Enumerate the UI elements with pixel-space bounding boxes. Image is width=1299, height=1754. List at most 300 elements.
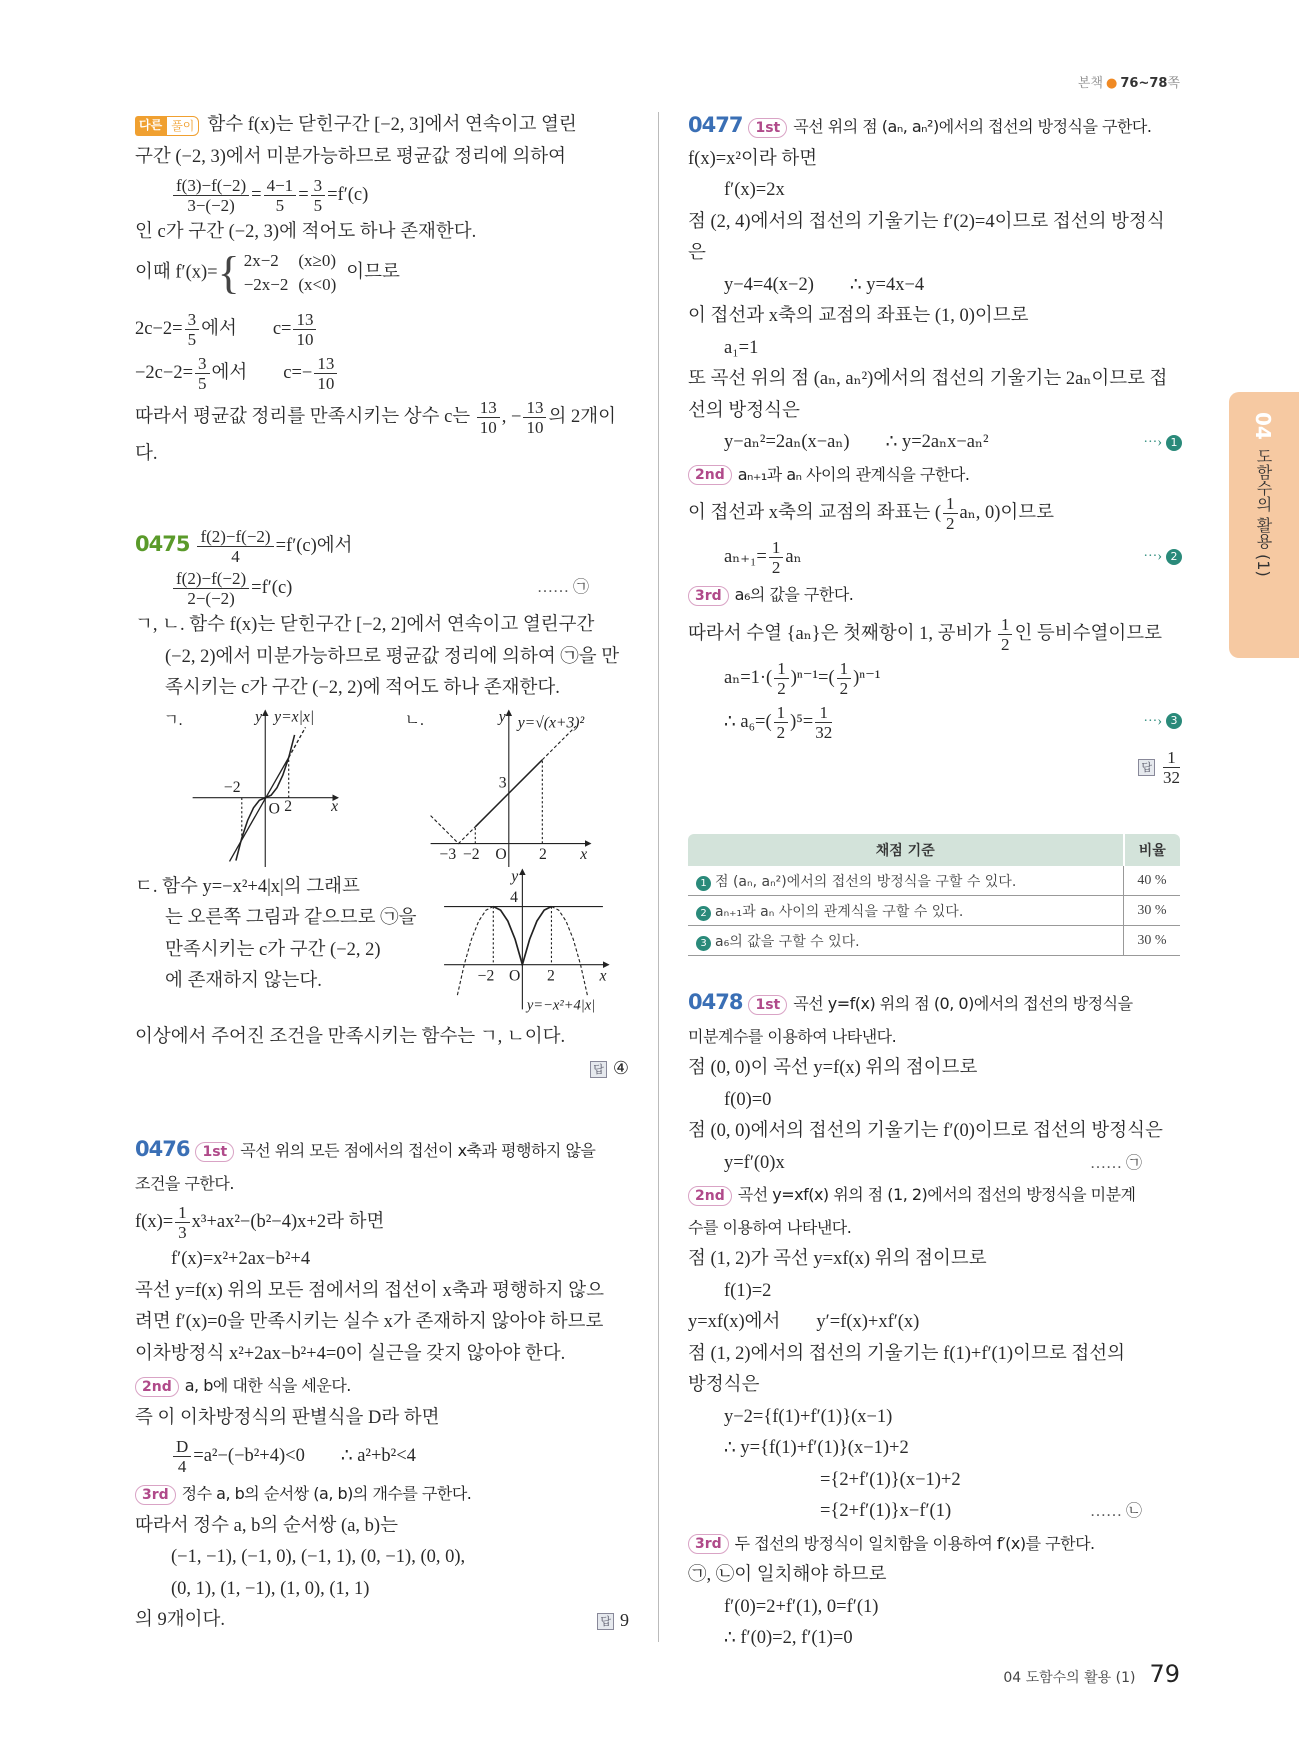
text-line: [135, 1307, 629, 1339]
text-line: [688, 700, 1182, 744]
math-text: c=: [272, 318, 292, 339]
numerator: 1: [774, 703, 789, 723]
criteria-text: a₆의 값을 구할 수 있다.: [715, 933, 860, 950]
graph-b: [431, 708, 591, 866]
math-text: =f′(c): [251, 578, 293, 598]
step-heading: 곡선 y=f(x) 위의 점 (0, 0)에서의 접선의 방정식을: [793, 994, 1133, 1013]
step-heading: 곡선 위의 점 (aₙ, aₙ²)에서의 접선의 방정식을 구한다.: [793, 117, 1152, 136]
text-line: [688, 238, 1182, 270]
problem-number: 0478: [688, 990, 743, 1014]
table-row: [688, 896, 1180, 926]
page-number: 79: [1149, 1660, 1180, 1688]
text-line: [688, 1592, 1182, 1624]
text-line: [135, 246, 629, 307]
graph-pair: [135, 705, 629, 867]
denominator: 2: [776, 722, 786, 742]
text-line: [688, 491, 1182, 535]
step-heading: aₙ₊₁과 aₙ 사이의 관계식을 구한다.: [737, 464, 970, 484]
text-line: [688, 1560, 1182, 1592]
fraction: [477, 398, 500, 437]
fraction: [197, 527, 273, 566]
badge-part: 다른: [135, 116, 166, 136]
math-text: a₁=1: [724, 337, 759, 358]
math-text: y−aₙ²=2aₙ(x−aₙ): [724, 432, 850, 452]
math-text: y=f′(0)x: [724, 1152, 785, 1173]
text-line: [135, 1542, 629, 1574]
text-line: [135, 395, 629, 439]
step-badge: 2nd: [688, 465, 732, 485]
text-line: [688, 427, 1182, 459]
math-text: f(1)=2: [724, 1280, 772, 1301]
page-suffix: 쪽: [1167, 76, 1180, 91]
text-line: [135, 307, 629, 351]
book-label: 본책: [1077, 76, 1104, 91]
math-text: y−4=4(x−2): [724, 274, 814, 295]
origin-label: O: [495, 845, 507, 863]
denominator: 2: [839, 678, 849, 698]
math-text: 려면 f′(x)=0을 만족시키는 실수 x가 존재하지 않아야 하므로: [135, 1312, 604, 1332]
text-line: [688, 459, 1182, 492]
math-text: ∴ a₆=(: [724, 711, 772, 732]
alt-solution: [135, 110, 629, 470]
text-line: [135, 1200, 629, 1244]
text-line: [688, 656, 1182, 700]
math-text: 선의 방정식은: [688, 400, 800, 421]
math-text: )⁵=: [790, 711, 814, 732]
math-text: 에서: [211, 362, 248, 383]
graph-c: [435, 864, 631, 1015]
step-badge: 1st: [748, 118, 787, 138]
text-line: [688, 1021, 1182, 1054]
text-line: [688, 333, 1182, 365]
chapter-number: 04: [1251, 412, 1275, 440]
origin-label: O: [508, 966, 521, 984]
numerator: 1: [1163, 748, 1180, 768]
text-line: [135, 1022, 629, 1054]
fraction: [314, 354, 337, 393]
denominator: 3: [178, 1223, 187, 1243]
math-text: 에서: [201, 318, 237, 339]
numerator: 1: [175, 1203, 190, 1223]
text-line: [688, 175, 1182, 207]
math-text: 점 (0, 0)이 곡선 y=f(x) 위의 점이므로: [688, 1058, 978, 1078]
math-text: 이므로: [346, 261, 400, 282]
step-heading: 수를 이용하여 나타낸다.: [688, 1217, 852, 1237]
x-axis-label: x: [580, 845, 588, 863]
tick-label: −2: [463, 845, 480, 863]
math-text: 곡선 y=f(x) 위의 모든 점에서의 접선이 x축과 평행하지 않으: [135, 1280, 604, 1301]
text-line: [688, 1053, 1182, 1085]
text-line: [688, 396, 1182, 428]
secant-extension: [289, 727, 306, 757]
graph-c-block: [135, 867, 629, 1022]
text-line: [135, 1511, 629, 1543]
step-number-icon: 2: [696, 906, 711, 921]
text-line: [135, 110, 629, 142]
text-line: [688, 1276, 1182, 1308]
math-text: 족시키는 c가 구간 (−2, 2)에 적어도 하나 존재한다.: [165, 678, 560, 698]
ratio: 30 %: [1124, 926, 1181, 956]
problem-0475: [135, 522, 629, 1085]
text-line: [135, 1339, 629, 1371]
tick-label: −2: [223, 778, 241, 796]
curve-dashed: [551, 906, 587, 997]
text-line: [688, 1085, 1182, 1117]
math-text: ={2+f′(1)}(x−1)+2: [820, 1469, 961, 1490]
text-line: [135, 522, 629, 566]
math-text: 점 (1, 2)가 곡선 y=xf(x) 위의 점이므로: [688, 1249, 987, 1269]
text-line: ㄷ. 함수 y=−x²+4|x|의 그래프: [135, 876, 360, 897]
step-badge: 1st: [195, 1142, 234, 1162]
step-badge: 3rd: [688, 1534, 729, 1554]
math-text: 점 (1, 2)에서의 접선의 기울기는 f(1)+f′(1)이므로 접선의: [688, 1343, 1125, 1364]
text-line: [135, 1053, 629, 1085]
step-number-icon: 1: [1166, 435, 1182, 451]
math-text: ={2+f′(1)}x−f′(1): [820, 1501, 952, 1521]
fraction: [523, 398, 546, 437]
criteria-text: aₙ₊₁과 aₙ 사이의 관계식을 구할 수 있다.: [715, 903, 964, 920]
numerator: 3: [311, 176, 326, 196]
text-line: [688, 1528, 1182, 1561]
text-line: [135, 1168, 629, 1201]
math-text: 인 c가 구간 (−2, 3)에 적어도 하나 존재한다.: [135, 222, 477, 242]
step-badge: 3rd: [688, 586, 729, 606]
denominator: 2: [946, 514, 955, 534]
math-text: =: [298, 185, 309, 205]
tick-label: 4: [510, 888, 518, 906]
math-text: (−2, 2)에서 미분가능하므로 평균값 정리에 의하여 ㉠을 만: [165, 646, 620, 667]
problem-0478: [688, 987, 1182, 1655]
numerator: f(2)−f(−2): [173, 569, 249, 589]
math-text: f′(x)=2x: [724, 180, 785, 200]
numerator: 1: [815, 703, 832, 723]
scoring-marker: [1143, 700, 1182, 744]
numerator: 13: [477, 398, 500, 418]
x-axis-label: x: [331, 797, 339, 815]
chapter-title: 도함수의 활용 (1): [1254, 447, 1273, 577]
scoring-table: [688, 834, 1180, 956]
cases-table: [244, 249, 347, 297]
ratio: 40 %: [1124, 866, 1181, 896]
math-text: −2c−2=: [135, 362, 194, 383]
equation-tag: …… ㉡: [1089, 1503, 1142, 1520]
math-text: )ⁿ⁻¹: [853, 667, 881, 688]
step-number-icon: 3: [696, 936, 711, 951]
denominator: 10: [317, 373, 335, 393]
arrow-icon: ···›: [1143, 549, 1162, 564]
arrow-icon: ···›: [1143, 435, 1162, 450]
text-line: [688, 1433, 1182, 1465]
text-line: [135, 1574, 629, 1606]
text-line: 만족시키는 c가 구간 (−2, 2): [165, 939, 381, 960]
step-badge: 2nd: [135, 1377, 179, 1397]
table-row: [688, 926, 1180, 956]
math-text: 2c−2=: [135, 318, 183, 339]
numerator: f(3)−f(−2): [173, 176, 249, 196]
numerator: 1: [998, 615, 1013, 635]
text-line: [135, 142, 629, 174]
math-text: 인 등비수열이므로: [1014, 623, 1163, 644]
math-text: 방정식은: [688, 1375, 760, 1395]
math-text: ㉠, ㉡이 일치해야 하므로: [688, 1565, 887, 1585]
fraction: [769, 538, 784, 577]
scoring-marker: [1143, 427, 1182, 459]
denominator: 4: [177, 1457, 187, 1477]
denominator: 2: [771, 558, 781, 578]
answer-icon: 답: [1138, 759, 1155, 776]
math-text: y′=f(x)+xf′(x): [816, 1312, 920, 1332]
arrow-icon: ···›: [1143, 713, 1162, 729]
tick-label: 2: [284, 797, 293, 815]
text-line: [135, 673, 629, 705]
answer-value: ④: [612, 1058, 629, 1078]
text-line: 는 오른쪽 그림과 같으므로 ㉠을: [165, 908, 417, 928]
denominator: 5: [275, 196, 285, 216]
math-text: 이 접선과 x축의 교점의 좌표는 (1, 0)이므로: [688, 306, 1029, 326]
step-badge: 3rd: [135, 1485, 176, 1505]
equation-tag: …… ㉠: [1089, 1154, 1142, 1172]
text-line: [135, 1605, 629, 1637]
math-text: ∴ f′(0)=2, f′(1)=0: [724, 1628, 853, 1648]
numerator: 3: [185, 310, 200, 330]
step-number-icon: 2: [1166, 549, 1182, 565]
math-text: 따라서 수열 {aₙ}은 첫째항이 1, 공비가: [688, 623, 996, 644]
graph-a: [193, 708, 339, 866]
problem-0476: [135, 1134, 629, 1637]
math-text: ㄱ, ㄴ. 함수 f(x)는 닫힌구간 [−2, 2]에서 연속이고 열린구간: [135, 615, 595, 635]
text-line: [688, 1307, 1182, 1339]
numerator: D: [173, 1437, 191, 1457]
math-text: f(x)=: [135, 1212, 174, 1232]
text-line: [135, 1134, 629, 1168]
fraction: [195, 354, 210, 393]
fraction: [998, 615, 1013, 654]
y-axis-label: y: [511, 867, 519, 885]
denominator: 5: [198, 373, 207, 393]
fraction: [774, 703, 789, 742]
math-text: 이때 f′(x)=: [135, 261, 218, 282]
text-line: [688, 579, 1182, 612]
text-line: [688, 1370, 1182, 1402]
case-cell: 2x−2: [243, 250, 279, 270]
math-text: 또 곡선 위의 점 (aₙ, aₙ²)에서의 접선의 기울기는 2aₙ이므로 접: [688, 369, 1168, 389]
math-text: f(0)=0: [724, 1089, 772, 1110]
text-line: [135, 1276, 629, 1308]
curve-label: y=√(x+3)²: [517, 713, 585, 731]
math-text: )ⁿ⁻¹=(: [790, 667, 835, 688]
numerator: 1: [769, 538, 784, 558]
fraction: [173, 569, 249, 608]
text-line: [688, 987, 1182, 1021]
fraction: [311, 176, 326, 215]
math-text: (0, 1), (1, −1), (1, 0), (1, 1): [171, 1578, 370, 1599]
curve-label: y=−x²+4|x|: [526, 996, 596, 1013]
step-number-icon: 3: [1166, 713, 1182, 729]
fraction: [173, 176, 249, 215]
header-criteria: 채점 기준: [688, 834, 1124, 866]
text-line: [688, 1465, 1182, 1497]
denominator: 32: [1163, 767, 1180, 787]
curve-dashed: [431, 815, 476, 843]
page-footer: [1003, 1660, 1180, 1688]
text-line: [135, 1434, 629, 1478]
math-text: y−2={f(1)+f′(1)}(x−1): [724, 1406, 893, 1427]
answer: [1138, 744, 1182, 788]
column-divider: [658, 112, 659, 1642]
text-line: [688, 1402, 1182, 1434]
text-line: [135, 1244, 629, 1276]
case-cell: (x<0): [298, 274, 337, 294]
denominator: 2: [777, 678, 786, 698]
math-text: aₙ₊₁=: [724, 547, 767, 567]
math-text: 따라서 평균값 정리를 만족시키는 상수 c는: [135, 406, 475, 427]
math-text: f′(x)=x²+2ax−b²+4: [171, 1249, 311, 1269]
text-line: 에 존재하지 않는다.: [165, 971, 322, 991]
math-text: 이상에서 주어진 조건을 만족시키는 함수는 ㄱ, ㄴ이다.: [135, 1026, 566, 1047]
chapter-tab[interactable]: [1229, 392, 1299, 658]
numerator: 1: [943, 494, 958, 514]
text-line: [135, 566, 629, 610]
page-range: 76~78: [1120, 76, 1168, 91]
piecewise: [217, 246, 347, 298]
fraction: [837, 659, 852, 698]
origin-label: O: [268, 799, 280, 817]
fraction: [264, 176, 297, 215]
text-line: [688, 364, 1182, 396]
graph-b-label: ㄴ.: [404, 711, 424, 729]
text-line: [688, 1212, 1182, 1245]
math-text: ∴ y=2aₙx−aₙ²: [885, 432, 989, 452]
denominator: 2−(−2): [187, 589, 235, 609]
footer-chapter: 04 도함수의 활용 (1): [1003, 1670, 1136, 1686]
tick-label: 3: [498, 774, 507, 792]
math-text: 구간 (−2, 3)에서 미분가능하므로 평균값 정리에 의하여: [135, 146, 567, 167]
text-line: [688, 612, 1182, 656]
text-line: [688, 270, 1182, 302]
dot-icon: ●: [1106, 76, 1118, 91]
graph-a-label: ㄱ.: [163, 711, 183, 729]
tick-label: −3: [439, 845, 457, 863]
math-text: 은: [688, 243, 706, 263]
math-text: 따라서 정수 a, b의 순서쌍 (a, b)는: [135, 1515, 398, 1536]
numerator: 13: [293, 310, 316, 330]
problem-number: 0476: [135, 1137, 190, 1161]
text-line: [135, 1370, 629, 1403]
math-text: ∴ a²+b²<4: [340, 1446, 416, 1466]
text-line: [688, 1244, 1182, 1276]
denominator: 32: [815, 722, 833, 742]
step-heading: 정수 a, b의 순서쌍 (a, b)의 개수를 구한다.: [181, 1484, 472, 1503]
math-text: aₙ=1·(: [724, 667, 773, 688]
denominator: 5: [313, 196, 323, 216]
text-line: [135, 173, 629, 217]
math-text: =f′(c): [327, 185, 369, 205]
step-badge: 2nd: [688, 1186, 732, 1206]
table-row: [688, 866, 1180, 896]
case-cell: (x≥0): [298, 250, 337, 270]
answer-icon: 답: [590, 1061, 607, 1078]
case-cell: −2x−2: [243, 274, 289, 294]
text-line: [688, 301, 1182, 333]
chapter-tab-text: [1251, 412, 1275, 577]
scoring-marker: [1143, 535, 1182, 579]
numerator: 1: [774, 659, 789, 679]
math-text: aₙ, 0)이므로: [959, 503, 1054, 523]
numerator: 4−1: [264, 176, 297, 196]
denominator: 3−(−2): [187, 196, 235, 216]
graph-c-explanation: [135, 872, 425, 998]
step-badge: 1st: [748, 995, 787, 1015]
numerator: f(2)−f(−2): [197, 527, 273, 547]
answer: [590, 1053, 629, 1085]
denominator: 10: [479, 417, 497, 437]
math-text: (−1, −1), (−1, 0), (−1, 1), (0, −1), (0, 0),: [171, 1547, 466, 1567]
denominator: 10: [296, 329, 314, 349]
y-axis-label: y: [498, 708, 506, 726]
tick-label: −2: [477, 966, 495, 984]
problem-0477: [688, 110, 1182, 788]
equation-tag: …… ㉠: [536, 579, 589, 596]
text-line: [135, 351, 629, 395]
text-line: [688, 744, 1182, 788]
header-ratio: 비율: [1124, 834, 1181, 866]
text-line: [135, 642, 629, 674]
step-heading: 곡선 위의 모든 점에서의 접선이 x축과 평행하지 않을: [240, 1141, 596, 1160]
text-line: [135, 1403, 629, 1435]
fraction: [185, 310, 200, 349]
fraction: [815, 703, 832, 742]
curve-label: y=x|x|: [274, 708, 315, 726]
tick-label: 2: [538, 845, 547, 863]
text-line: [688, 1496, 1182, 1528]
fraction: [293, 310, 316, 349]
problem-number: 0477: [688, 113, 743, 137]
tick-label: 2: [546, 966, 555, 984]
math-text: , −: [501, 406, 522, 427]
text-line: [688, 1116, 1182, 1148]
text-line: [135, 1478, 629, 1511]
math-text: ∴ y={f(1)+f′(1)}(x−1)+2: [724, 1438, 909, 1458]
math-text: ∴ y=4x−4: [849, 274, 925, 295]
step-heading: a, b에 대한 식을 세운다.: [184, 1376, 351, 1395]
problem-number: 0475: [135, 532, 190, 556]
math-text: 점 (0, 0)에서의 접선의 기울기는 f′(0)이므로 접선의 방정식은: [688, 1121, 1163, 1141]
math-text: y=xf(x)에서: [688, 1312, 781, 1332]
text-line: [688, 110, 1182, 144]
brace-icon: {: [217, 246, 240, 298]
numerator: 3: [195, 354, 210, 374]
math-text: =: [251, 185, 262, 205]
x-axis-label: x: [599, 966, 607, 984]
graphs-a-b: [135, 705, 629, 872]
step-heading: 곡선 y=xf(x) 위의 점 (1, 2)에서의 접선의 방정식을 미분계: [737, 1185, 1136, 1204]
ratio: 30 %: [1124, 896, 1181, 926]
page-reference: [1078, 72, 1180, 91]
text-line: [688, 1339, 1182, 1371]
math-text: f(x)=x²이라 하면: [688, 148, 818, 169]
text-line: [688, 144, 1182, 176]
text-line: [688, 1179, 1182, 1212]
denominator: 2: [1000, 634, 1010, 654]
step-number-icon: 1: [696, 876, 711, 891]
step-heading: a₆의 값을 구한다.: [734, 585, 854, 604]
text-line: [688, 207, 1182, 239]
denominator: 5: [187, 329, 197, 349]
numerator: 1: [837, 659, 852, 679]
step-heading: 조건을 구한다.: [135, 1173, 234, 1193]
math-text: aₙ: [785, 547, 802, 567]
math-text: =a²−(−b²+4)<0: [193, 1446, 305, 1466]
